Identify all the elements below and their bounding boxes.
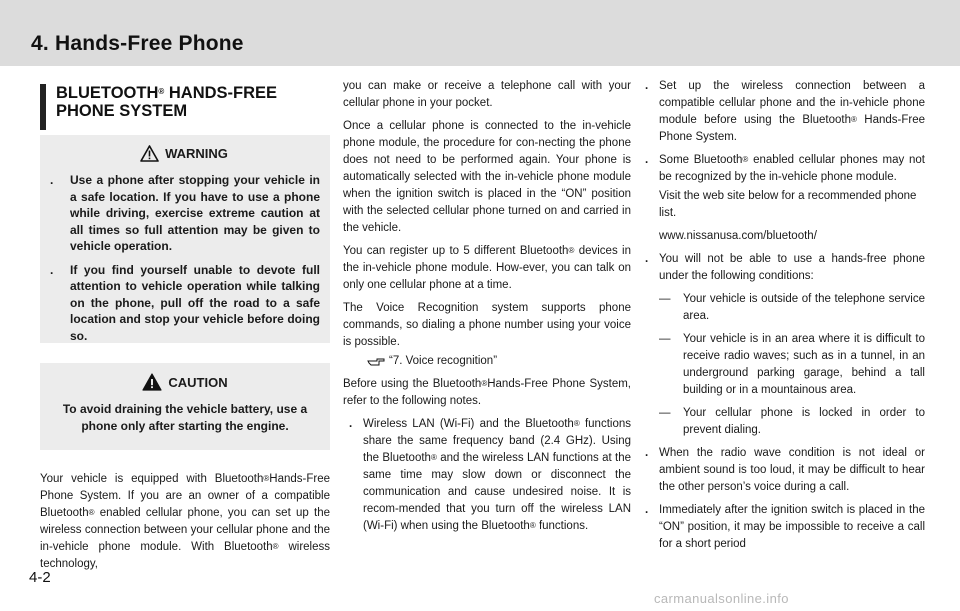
dash-item: — Your cellular phone is locked in order to prevent dialing.	[659, 407, 925, 436]
caution-box	[40, 363, 330, 450]
paragraph: you can make or receive a telephone call with your cellular phone in your pocket.	[343, 80, 631, 109]
pointing-hand-icon	[367, 356, 385, 367]
section-title-bar	[40, 84, 46, 130]
url-link[interactable]: www.nissanusa.com/bluetooth/	[659, 230, 817, 242]
caution-heading: CAUTION	[48, 373, 322, 391]
list-item: . Immediately after the ignition switch is placed in the “ON” position, it may be impossible to receive a call for a short period	[645, 504, 925, 550]
list-item: . When the radio wave condition is not ideal or ambient sound is too loud, it may be difficult to hear the other person’s voice during a call.	[645, 447, 925, 493]
warning-item: . Use a phone after stopping your vehicle in a safe location. If you have to use a phone while driving, exercise extreme caution at all times so full attention may be given to vehicle operation.	[50, 173, 320, 253]
paragraph: Before using the Bluetooth®Hands-Free Phone System, refer to the following notes.	[343, 378, 631, 407]
watermark: carmanualsonline.info	[654, 591, 789, 606]
dash-item: — Your vehicle is outside of the telephone service area.	[659, 293, 925, 322]
warning-box	[40, 135, 330, 343]
column-left	[40, 80, 330, 579]
warning-heading: WARNING	[48, 145, 320, 162]
dash-item: — Your vehicle is in an area where it is difficult to receive radio waves; such as in a tunnel, in an underground parking garage, behind a tall building or in a mountainous area.	[659, 333, 925, 396]
caution-text: To avoid draining the vehicle battery, use a phone only after starting the engine.	[62, 402, 308, 433]
list-item: . Wireless LAN (Wi-Fi) and the Bluetooth® functions share the same frequency band (2.4 GHz). Using the Bluetooth® and the wireless LAN functions at the same time may slow down or disconnect the communication and cause undesired noise. It is recom-mended that you turn off the wireless LAN (Wi-Fi) when using the Bluetooth® functions.	[349, 418, 631, 532]
section-title: BLUETOOTH® HANDS-FREE PHONE SYSTEM	[40, 84, 330, 120]
intro-paragraph: Your vehicle is equipped with Bluetooth®Hands-Free Phone System. If you are an owner of a compatible Bluetooth® enabled cellular phone, you can set up the wireless connection between your cellular phone and the in-vehicle phone module. With Bluetooth® wireless technology,	[40, 473, 331, 570]
paragraph: Visit the web site below for a recommended phone list.	[659, 190, 917, 219]
list-item: . You will not be able to use a hands-free phone under the following conditions:	[645, 253, 925, 282]
cross-reference[interactable]: “7. Voice recognition”	[343, 353, 631, 370]
caution-triangle-icon	[142, 373, 162, 391]
list-item: . Some Bluetooth® enabled cellular phones may not be recognized by the in-vehicle phone module.	[645, 154, 925, 183]
warning-triangle-icon	[140, 145, 159, 162]
column-right	[645, 78, 925, 559]
paragraph: You can register up to 5 different Bluetooth® devices in the in-vehicle phone module. How-ever, you can talk on only one cellular phone at a time.	[343, 245, 631, 291]
page-number: 4-2	[29, 569, 51, 586]
page-title: 4. Hands-Free Phone	[31, 32, 244, 55]
paragraph: Once a cellular phone is connected to the in-vehicle phone module, the procedure for con-necting the phone does not need to be performed again. Your phone is automatically selected with the in-vehicle phone module when the ignition switch is placed in the “ON” position with the selected cellular phone turned on and carried in the vehicle.	[343, 120, 631, 234]
list-item: . Set up the wireless connection between a compatible cellular phone and the in-vehicle phone module before using the Bluetooth® Hands-Free Phone System.	[645, 80, 925, 143]
column-middle	[343, 78, 631, 541]
paragraph: The Voice Recognition system supports phone commands, so dialing a phone number using your voice is possible.	[343, 302, 631, 348]
warning-item: . If you find yourself unable to devote full attention to vehicle operation while talking on the phone, pull off the road to a safe location and stop your vehicle before doing so.	[50, 262, 320, 343]
